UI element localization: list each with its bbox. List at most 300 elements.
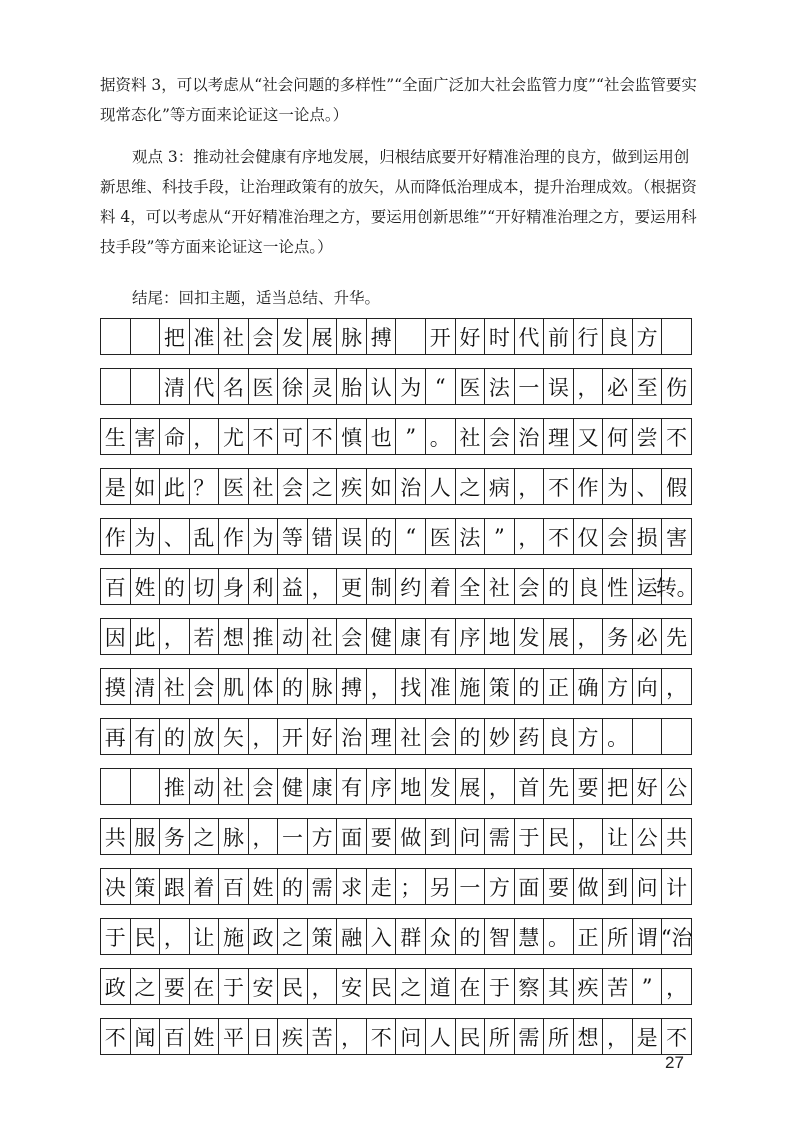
grid-cell: 要 <box>367 818 397 855</box>
grid-cell: 其 <box>544 968 574 1005</box>
grid-cell: 于 <box>219 968 249 1005</box>
grid-cell: 之 <box>131 968 161 1005</box>
grid-cell: 不 <box>249 418 279 455</box>
grid-cell: 动 <box>190 768 220 805</box>
grid-cell: 想 <box>574 1018 604 1055</box>
grid-cell: 人 <box>426 468 456 505</box>
grid-cell: 共 <box>662 818 692 855</box>
grid-cell: 身 <box>219 568 249 605</box>
grid-row <box>100 518 692 555</box>
grid-cell: 健 <box>278 768 308 805</box>
grid-cell: 可 <box>278 418 308 455</box>
grid-cell: ， <box>367 668 397 705</box>
grid-cell: 一 <box>515 368 545 405</box>
grid-cell: 为 <box>396 368 426 405</box>
grid-cell: 准 <box>190 318 220 355</box>
grid-cell: 把 <box>160 318 190 355</box>
grid-cell: 发 <box>278 318 308 355</box>
grid-cell: 为 <box>131 518 161 555</box>
grid-cell <box>662 318 692 355</box>
grid-row <box>100 868 692 905</box>
grid-cell: 必 <box>603 368 633 405</box>
grid-cell: 医 <box>456 368 486 405</box>
grid-cell: 会 <box>603 518 633 555</box>
grid-cell: 药 <box>515 718 545 755</box>
grid-cell: 正 <box>544 668 574 705</box>
grid-cell: 想 <box>219 618 249 655</box>
grid-cell: 不 <box>662 1018 692 1055</box>
grid-cell: ” <box>396 418 426 455</box>
grid-cell: 等 <box>278 518 308 555</box>
grid-cell: 必 <box>633 618 663 655</box>
grid-cell: 另 <box>426 868 456 905</box>
grid-cell: 此 <box>131 618 161 655</box>
grid-cell: 搏 <box>367 318 397 355</box>
grid-cell: 又 <box>574 418 604 455</box>
grid-cell: 需 <box>515 1018 545 1055</box>
grid-cell: 找 <box>396 668 426 705</box>
grid-cell: 策 <box>131 868 161 905</box>
grid-row <box>100 618 692 655</box>
grid-cell: 之 <box>278 918 308 955</box>
grid-cell: 法 <box>485 368 515 405</box>
grid-cell: 好 <box>633 768 663 805</box>
grid-cell: 政 <box>249 918 279 955</box>
grid-cell: 于 <box>515 818 545 855</box>
grid-cell: 肌 <box>219 668 249 705</box>
grid-cell: 认 <box>367 368 397 405</box>
grid-cell: 为 <box>603 468 633 505</box>
grid-cell: 的 <box>278 868 308 905</box>
grid-cell: 。 <box>426 418 456 455</box>
grid-cell: 正 <box>574 918 604 955</box>
grid-cell: 病 <box>485 468 515 505</box>
grid-cell: 会 <box>190 668 220 705</box>
grid-cell: 法 <box>456 518 486 555</box>
grid-cell: 施 <box>456 668 486 705</box>
grid-cell: 百 <box>101 568 131 605</box>
grid-cell: 前 <box>544 318 574 355</box>
grid-cell: 医 <box>219 468 249 505</box>
grid-cell: 地 <box>396 768 426 805</box>
grid-cell: 不 <box>101 1018 131 1055</box>
grid-cell: 方 <box>485 868 515 905</box>
grid-cell: 。 <box>544 918 574 955</box>
grid-cell: 社 <box>249 468 279 505</box>
grid-cell: 社 <box>219 318 249 355</box>
grid-cell: 代 <box>515 318 545 355</box>
grid-cell: 一 <box>456 868 486 905</box>
grid-cell <box>101 768 131 805</box>
grid-cell: 不 <box>662 418 692 455</box>
grid-cell: 仅 <box>574 518 604 555</box>
grid-cell: 苦 <box>308 1018 338 1055</box>
grid-cell: 医 <box>249 368 279 405</box>
grid-cell: ， <box>308 568 338 605</box>
grid-cell: 良 <box>544 718 574 755</box>
grid-cell: 决 <box>101 868 131 905</box>
grid-cell: 政 <box>101 968 131 1005</box>
grid-cell: 发 <box>426 768 456 805</box>
grid-cell: 清 <box>160 368 190 405</box>
grid-cell: 疾 <box>278 1018 308 1055</box>
grid-cell: 让 <box>603 818 633 855</box>
grid-cell: 健 <box>367 618 397 655</box>
grid-cell: 康 <box>396 618 426 655</box>
grid-cell: 害 <box>662 518 692 555</box>
grid-cell: 尝 <box>633 418 663 455</box>
grid-cell: 于 <box>101 918 131 955</box>
grid-cell: 假 <box>662 468 692 505</box>
grid-cell: 是 <box>633 1018 663 1055</box>
grid-cell: 会 <box>337 618 367 655</box>
grid-cell: 一 <box>278 818 308 855</box>
grid-cell: 性 <box>603 568 633 605</box>
grid-cell: 的 <box>160 568 190 605</box>
grid-cell: ？ <box>190 468 220 505</box>
grid-cell: 更 <box>337 568 367 605</box>
grid-cell <box>101 318 131 355</box>
grid-cell: ， <box>160 918 190 955</box>
grid-cell: 展 <box>456 768 486 805</box>
grid-cell: ， <box>662 668 692 705</box>
grid-cell: 不 <box>367 1018 397 1055</box>
grid-cell: 之 <box>396 968 426 1005</box>
grid-row <box>100 668 692 705</box>
grid-cell: 发 <box>515 618 545 655</box>
grid-cell <box>633 718 663 755</box>
grid-cell: 安 <box>249 968 279 1005</box>
grid-cell: 此 <box>160 468 190 505</box>
grid-cell: 脉 <box>308 668 338 705</box>
grid-cell: 方 <box>633 318 663 355</box>
grid-cell: 良 <box>574 568 604 605</box>
grid-cell: 益 <box>278 568 308 605</box>
grid-cell: 问 <box>633 868 663 905</box>
grid-cell: 会 <box>515 568 545 605</box>
grid-cell: ， <box>160 618 190 655</box>
grid-cell: “ <box>426 368 456 405</box>
grid-cell: 方 <box>603 668 633 705</box>
grid-cell: “ <box>396 518 426 555</box>
grid-cell: 开 <box>278 718 308 755</box>
grid-cell: 错 <box>308 518 338 555</box>
grid-cell: 到 <box>603 868 633 905</box>
grid-cell: 疾 <box>337 468 367 505</box>
grid-cell: 社 <box>456 418 486 455</box>
grid-cell: 命 <box>160 418 190 455</box>
grid-cell: 准 <box>426 668 456 705</box>
grid-row <box>100 968 692 1005</box>
grid-cell: 务 <box>160 818 190 855</box>
grid-cell: 服 <box>131 818 161 855</box>
grid-cell: 切 <box>190 568 220 605</box>
grid-cell: 误 <box>337 518 367 555</box>
grid-cell: 策 <box>485 668 515 705</box>
grid-cell <box>131 768 161 805</box>
grid-cell: 要 <box>544 868 574 905</box>
grid-cell: 会 <box>426 718 456 755</box>
grid-cell: 会 <box>278 468 308 505</box>
grid-cell: ， <box>249 718 279 755</box>
grid-cell: 治 <box>515 418 545 455</box>
grid-cell: 社 <box>160 668 190 705</box>
grid-cell: 是 <box>101 468 131 505</box>
grid-cell: 良 <box>603 318 633 355</box>
grid-cell: 智 <box>485 918 515 955</box>
grid-cell: 不 <box>544 518 574 555</box>
grid-cell: 康 <box>308 768 338 805</box>
grid-row <box>100 918 692 955</box>
grid-cell: 的 <box>456 918 486 955</box>
grid-cell: 转。 <box>662 568 692 605</box>
grid-cell: 苦 <box>603 968 633 1005</box>
grid-cell: 理 <box>544 418 574 455</box>
grid-cell: 开 <box>426 318 456 355</box>
grid-cell: 需 <box>485 818 515 855</box>
grid-cell: 再 <box>101 718 131 755</box>
grid-cell: 务 <box>603 618 633 655</box>
paragraph-material-3: 据资料 3，可以考虑从“社会问题的多样性”“全面广泛加大社会监管力度”“社会监管要实现常态化”等方面来论证这一论点。） <box>100 76 697 124</box>
grid-cell: 推 <box>249 618 279 655</box>
grid-cell: 序 <box>456 618 486 655</box>
grid-cell: 融 <box>337 918 367 955</box>
grid-cell <box>131 368 161 405</box>
grid-cell: 展 <box>544 618 574 655</box>
grid-cell <box>396 318 426 355</box>
grid-cell: 之 <box>456 468 486 505</box>
grid-cell: 日 <box>249 1018 279 1055</box>
grid-cell: 推 <box>160 768 190 805</box>
grid-cell: ， <box>515 468 545 505</box>
grid-cell: 作 <box>219 518 249 555</box>
grid-row <box>100 718 692 755</box>
grid-cell: 生 <box>101 418 131 455</box>
page-number: 27 <box>665 1053 684 1072</box>
grid-cell: 会 <box>485 418 515 455</box>
grid-cell: 于 <box>485 968 515 1005</box>
essay-grid <box>100 318 698 1068</box>
grid-cell: 社 <box>219 768 249 805</box>
grid-cell: 公 <box>662 768 692 805</box>
grid-cell: ， <box>574 368 604 405</box>
grid-cell: ” <box>633 968 663 1005</box>
grid-row <box>100 818 692 855</box>
grid-cell: 脉 <box>337 318 367 355</box>
grid-cell: 脉 <box>219 818 249 855</box>
grid-cell: “治 <box>662 918 692 955</box>
grid-cell: 公 <box>633 818 663 855</box>
grid-cell: 误 <box>544 368 574 405</box>
grid-cell: 损 <box>633 518 663 555</box>
grid-cell: 序 <box>367 768 397 805</box>
grid-cell: 百 <box>219 868 249 905</box>
paragraph-ending: 结尾：回扣主题，适当总结、升华。 <box>132 289 381 307</box>
grid-cell: ， <box>574 618 604 655</box>
grid-cell <box>131 318 161 355</box>
grid-cell: 清 <box>131 668 161 705</box>
grid-cell: 名 <box>219 368 249 405</box>
grid-cell: 害 <box>131 418 161 455</box>
grid-cell: 制 <box>367 568 397 605</box>
grid-cell: 为 <box>249 518 279 555</box>
grid-cell: 姓 <box>249 868 279 905</box>
grid-cell: 共 <box>101 818 131 855</box>
grid-cell: 民 <box>544 818 574 855</box>
grid-cell: 慧 <box>515 918 545 955</box>
grid-cell: 求 <box>337 868 367 905</box>
grid-cell: 不 <box>308 418 338 455</box>
grid-cell: 所 <box>603 918 633 955</box>
grid-cell: 入 <box>367 918 397 955</box>
grid-cell: 治 <box>396 468 426 505</box>
grid-cell: 理 <box>367 718 397 755</box>
grid-cell: 众 <box>426 918 456 955</box>
grid-cell: 代 <box>190 368 220 405</box>
grid-cell: 民 <box>367 968 397 1005</box>
grid-cell: 需 <box>308 868 338 905</box>
grid-cell: 放 <box>190 718 220 755</box>
grid-cell: 所 <box>485 1018 515 1055</box>
grid-cell: 矢 <box>219 718 249 755</box>
grid-cell: 的 <box>278 668 308 705</box>
grid-cell: 至 <box>633 368 663 405</box>
grid-cell: 作 <box>574 468 604 505</box>
grid-cell: 闻 <box>131 1018 161 1055</box>
grid-cell: 着 <box>426 568 456 605</box>
grid-cell: 首 <box>515 768 545 805</box>
grid-cell: 社 <box>485 568 515 605</box>
grid-cell: 作 <box>101 518 131 555</box>
grid-cell: 徐 <box>278 368 308 405</box>
grid-cell: 如 <box>367 468 397 505</box>
grid-cell: 约 <box>396 568 426 605</box>
grid-cell: 问 <box>456 818 486 855</box>
grid-row <box>100 1018 692 1055</box>
grid-cell: 社 <box>396 718 426 755</box>
grid-cell: 问 <box>396 1018 426 1055</box>
grid-cell: 谓 <box>633 918 663 955</box>
grid-cell: ， <box>485 768 515 805</box>
grid-row <box>100 418 692 455</box>
grid-cell: 施 <box>219 918 249 955</box>
grid-cell: 摸 <box>101 668 131 705</box>
grid-cell: 妙 <box>485 718 515 755</box>
grid-cell: ， <box>190 418 220 455</box>
grid-cell: 有 <box>337 768 367 805</box>
grid-cell: 社 <box>308 618 338 655</box>
grid-cell: 搏 <box>337 668 367 705</box>
grid-cell: 向 <box>633 668 663 705</box>
grid-cell: ， <box>574 818 604 855</box>
grid-cell: 群 <box>396 918 426 955</box>
grid-cell: 有 <box>131 718 161 755</box>
grid-cell: 好 <box>456 318 486 355</box>
grid-cell: ， <box>515 518 545 555</box>
grid-cell: 平 <box>219 1018 249 1055</box>
grid-cell: ” <box>485 518 515 555</box>
grid-cell: 时 <box>485 318 515 355</box>
grid-cell: 把 <box>603 768 633 805</box>
grid-cell: 先 <box>544 768 574 805</box>
grid-cell: ， <box>662 968 692 1005</box>
grid-cell: 方 <box>308 818 338 855</box>
grid-cell: 要 <box>160 968 190 1005</box>
grid-cell <box>662 718 692 755</box>
grid-cell: 的 <box>515 668 545 705</box>
grid-cell: 的 <box>367 518 397 555</box>
paragraph-viewpoint-3: 观点 3：推动社会健康有序地发展，归根结底要开好精准治理的良方，做到运用创新思维、科技手段，让治理政策有的放矢，从而降低治理成本，提升治理成效。（根据资料 4，可以考虑从“开好精准治理之方，要运用创新思维”“开好精准治理之方，要运用科技手段”等方面来论证这一论点。） <box>100 148 697 256</box>
grid-cell: 百 <box>160 1018 190 1055</box>
grid-cell: ， <box>308 968 338 1005</box>
grid-cell: 利 <box>249 568 279 605</box>
grid-cell: 人 <box>426 1018 456 1055</box>
grid-cell: 让 <box>190 918 220 955</box>
grid-cell: 做 <box>396 818 426 855</box>
grid-cell: 有 <box>426 618 456 655</box>
grid-cell: 民 <box>278 968 308 1005</box>
grid-cell: 全 <box>456 568 486 605</box>
grid-cell: 之 <box>308 468 338 505</box>
grid-cell: 治 <box>337 718 367 755</box>
grid-cell: 要 <box>574 768 604 805</box>
grid-cell: 好 <box>308 718 338 755</box>
grid-cell: 之 <box>190 818 220 855</box>
grid-cell: 察 <box>515 968 545 1005</box>
grid-cell: 地 <box>485 618 515 655</box>
grid-cell <box>101 368 131 405</box>
grid-cell: 乱 <box>190 518 220 555</box>
grid-cell: 姓 <box>131 568 161 605</box>
grid-cell: 计 <box>662 868 692 905</box>
grid-cell: 在 <box>190 968 220 1005</box>
grid-cell: 确 <box>574 668 604 705</box>
grid-cell: 所 <box>544 1018 574 1055</box>
grid-cell: 、 <box>633 468 663 505</box>
grid-cell: 也 <box>367 418 397 455</box>
grid-cell: 若 <box>190 618 220 655</box>
grid-cell: ， <box>337 1018 367 1055</box>
grid-cell: 疾 <box>574 968 604 1005</box>
grid-cell: 胎 <box>337 368 367 405</box>
grid-cell: 会 <box>249 318 279 355</box>
grid-row <box>100 368 692 405</box>
grid-cell: 展 <box>308 318 338 355</box>
grid-row <box>100 768 692 805</box>
grid-row <box>100 568 698 605</box>
grid-cell: 慎 <box>337 418 367 455</box>
grid-cell: 民 <box>456 1018 486 1055</box>
grid-cell: 安 <box>337 968 367 1005</box>
grid-cell: 何 <box>603 418 633 455</box>
grid-cell: 如 <box>131 468 161 505</box>
grid-row <box>100 468 692 505</box>
grid-cell: 医 <box>426 518 456 555</box>
grid-cell: 的 <box>544 568 574 605</box>
grid-cell: 会 <box>249 768 279 805</box>
grid-cell: 因 <box>101 618 131 655</box>
grid-cell: 做 <box>574 868 604 905</box>
grid-cell: ； <box>396 868 426 905</box>
grid-cell: 伤 <box>662 368 692 405</box>
grid-cell: 灵 <box>308 368 338 405</box>
grid-cell: 、 <box>160 518 190 555</box>
grid-cell: 运 <box>633 568 663 605</box>
grid-cell: 着 <box>190 868 220 905</box>
grid-cell: ， <box>249 818 279 855</box>
grid-cell: 策 <box>308 918 338 955</box>
grid-cell: 到 <box>426 818 456 855</box>
